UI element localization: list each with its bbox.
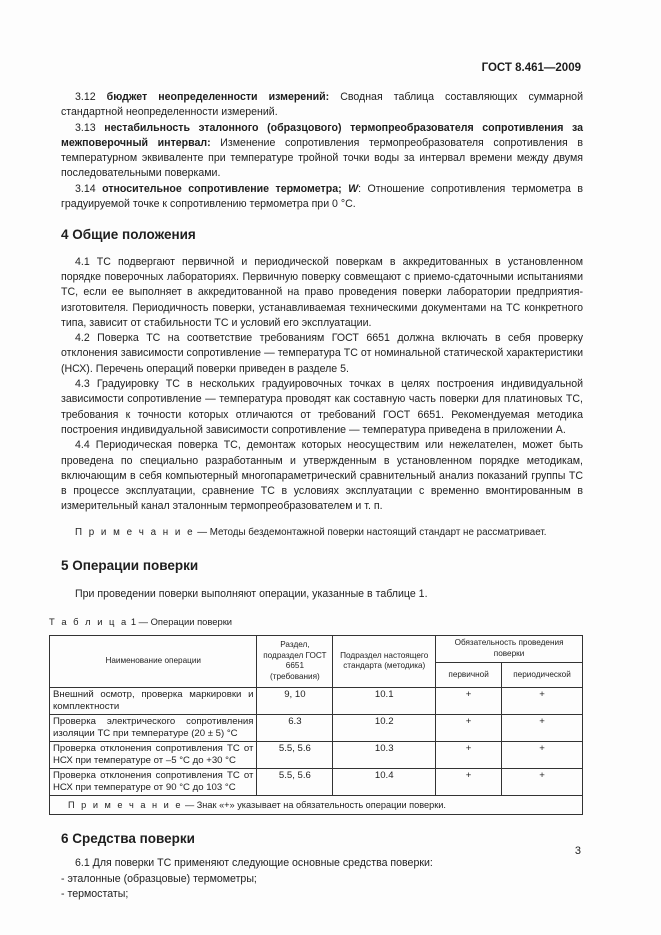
table-row <box>50 741 583 768</box>
section-6-title: 6 Средства поверки <box>61 830 195 846</box>
list-item: - эталонные (образцовые) термометры; <box>61 872 257 885</box>
table-header-row <box>50 635 583 662</box>
gost-section: 5.5, 5.6 <box>257 741 333 768</box>
list-item: - термостаты; <box>61 887 129 900</box>
periodic-mark: + <box>502 768 583 795</box>
operation-name: Внешний осмотр, проверка маркировки и комплектности <box>50 687 257 714</box>
paragraph-4-4: 4.4 Периодическая поверка ТС, демонтаж которых неосуществим или нежелателен, может быть проведена по специально разработанным и утвержденным в установленном порядке методикам, включающим в себя компьютерный многопараметрический сравнительный анализ показаний группы ТС в процессе эксплуатации, сравнение ТС в условиях эксплуатации с временно вмонтированным в измерительный канал эталонным термопреобразователем и т. п. <box>61 439 583 513</box>
periodic-mark: + <box>502 741 583 768</box>
standard-section: 10.1 <box>333 687 436 714</box>
primary-mark: + <box>436 687 502 714</box>
primary-mark: + <box>436 768 502 795</box>
term-3-14: 3.14 относительное сопротивление термометра; W: Отношение сопротивления термометра в градуируемой точке к сопротивлению термометра при 0 °С. <box>61 182 584 211</box>
operation-name: Проверка отклонения сопротивления ТС от НСХ при температуре от 90 °С до 103 °С <box>50 768 257 795</box>
gost-section: 9, 10 <box>257 687 333 714</box>
operation-name: Проверка электрического сопротивления изоляции ТС при температуре (20 ± 5) °С <box>50 714 257 741</box>
header-periodic: периодической <box>502 662 583 687</box>
header-gost-section: Раздел, подраздел ГОСТ 6651 (требования) <box>257 635 333 687</box>
header-obligation: Обязательность проведения поверки <box>436 635 583 662</box>
section-5-intro: При проведении поверки выполняют операции, указанные в таблице 1. <box>75 588 428 601</box>
section-4-title: 4 Общие положения <box>61 227 196 243</box>
gost-section: 6.3 <box>257 714 333 741</box>
periodic-mark: + <box>502 687 583 714</box>
operation-name: Проверка отклонения сопротивления ТС от НСХ при температуре от –5 °С до +30 °С <box>50 741 257 768</box>
standard-section: 10.2 <box>333 714 436 741</box>
document-header: ГОСТ 8.461—2009 <box>481 62 581 74</box>
page-content <box>49 90 584 902</box>
standard-section: 10.3 <box>333 741 436 768</box>
term-3-13: 3.13 нестабильность эталонного (образцового) термопреобразователя сопротивления за межповерочный интервал: Изменение сопротивления термопреобразователя сопротивления в температурном эквиваленте при температуре тройной точки воды за интервал времени между двумя последовательными поверками. <box>61 121 584 180</box>
section-5-title: 5 Операции поверки <box>61 558 199 574</box>
primary-mark: + <box>436 741 502 768</box>
page-number: 3 <box>574 845 581 857</box>
paragraph-4-1: 4.1 ТС подвергают первичной и периодической поверкам в аккредитованных в установленном порядке поверочных лабораториях. Первичную поверку совмещают с приемо-сдаточными испытаниями ТС, если ее выполняет в аккредитованной на право проведения поверки лаборатории предприятия-изготовителя. Периодичность поверки, устанавливаемая техническими документами на ТС конкретного типа, зависит от стабильности ТС и условий его эксплуатации. <box>61 255 583 329</box>
periodic-mark: + <box>502 714 583 741</box>
gost-section: 5.5, 5.6 <box>257 768 333 795</box>
paragraph-4-2: 4.2 Поверка ТС на соответствие требованиям ГОСТ 6651 должна включать в себя проверку отклонения зависимости сопротивление — температура ТС от номинальной статической характеристики (НСХ). Перечень операций поверки приведен в разделе 5. <box>61 332 583 375</box>
header-standard-section: Подраздел настоящего стандарта (методика) <box>333 635 436 687</box>
table-caption: Т а б л и ц а 1 — Операции поверки <box>49 615 233 627</box>
table-note: П р и м е ч а н и е — Знак «+» указывает на обязательность операции поверки. <box>50 795 583 814</box>
paragraph-4-3: 4.3 Градуировку ТС в нескольких градуировочных точках в целях построения индивидуальной зависимости сопротивление — температура проводят как составную часть поверки для платиновых ТС, требования к точности которых отличаются от требований ГОСТ 6651. Рекомендуемая методика построения индивидуальной зависимости сопротивление — температура приведена в приложении А. <box>61 378 583 436</box>
section-6-intro: 6.1 Для поверки ТС применяют следующие основные средства поверки: <box>75 857 433 870</box>
term-3-12: 3.12 бюджет неопределенности измерений: Сводная таблица составляющих суммарной стандартной неопределенности измерений. <box>61 91 583 119</box>
operations-table <box>49 635 583 815</box>
table-row <box>50 687 583 714</box>
standard-section: 10.4 <box>333 768 436 795</box>
table-note-row <box>50 795 583 814</box>
table-row <box>50 768 583 795</box>
header-primary: первичной <box>436 662 502 687</box>
header-operation-name: Наименование операции <box>50 635 257 687</box>
section-4-note: П р и м е ч а н и е — Методы бездемонтажной поверки настоящий стандарт не рассматривает. <box>75 526 547 538</box>
primary-mark: + <box>436 714 502 741</box>
table-row <box>50 714 583 741</box>
